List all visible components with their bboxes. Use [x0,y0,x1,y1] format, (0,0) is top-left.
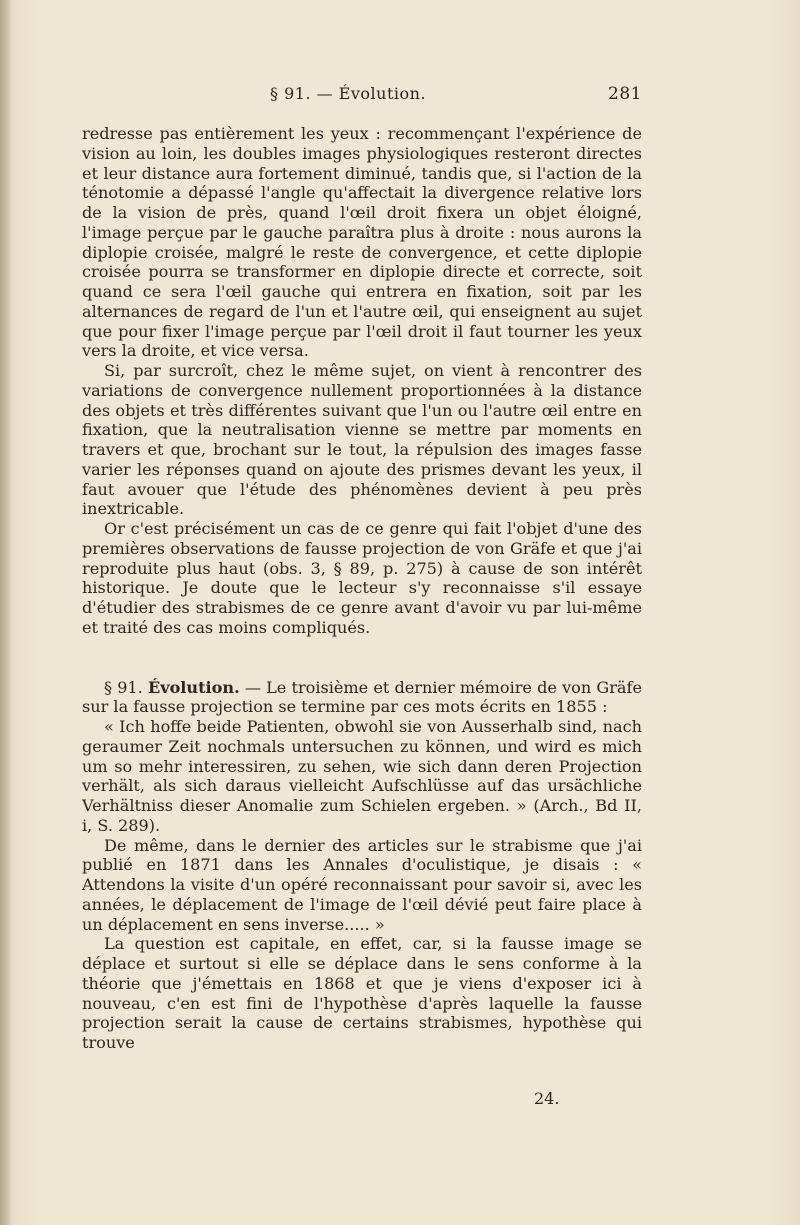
printer-signature: 24. [534,1089,560,1108]
paragraph-last: La question est capitale, en effet, car, si la fausse image se déplace et surtout si elle se déplace dans le sens conforme à la théorie que j'émettais en 1868 et que je viens d'exposer ici à nouveau, c'en est fini de l'hypothèse d'après laquelle la fausse projection serait la cause de certains strabismes, hypothèse qui trouve [82,934,642,1052]
paragraph-2: Si, par surcroît, chez le même sujet, on vient à rencontrer des variations de convergence nullement proportionnées à la distance des objets et très différentes suivant que l'un ou l'autre œil entre en fixation, que la neutralisation vienne se mettre par moments en travers et que, brochant sur le tout, la répulsion des images fasse varier les réponses quand on ajoute des prismes devant les yeux, il faut avouer que l'étude des phénomènes devient à peu près inextricable. [82,361,642,519]
running-title: § 91. — Évolution. [270,84,427,103]
page-spine-shadow [0,0,10,1225]
german-quote: « Ich hoffe beide Patienten, obwohl sie von Ausserhalb sind, nach geraumer Zeit nochmals untersuchen zu können, und wird es mich um so mehr interessiren, zu sehen, wie sich dann deren Projection verhält, als sich daraus vielleicht Aufschlüsse auf das ursächliche Verhältniss dieser Anomalie zum Schielen ergeben. » (Arch., Bd II, i, S. 289). [82,717,642,835]
paragraph-1: redresse pas entièrement les yeux : recommençant l'expérience de vision au loin, les doubles images physiologiques resteront directes et leur distance aura fortement diminué, tandis que, si l'action de la ténotomie a dépassé l'angle qu'affectait la divergence relative lors de la vision de près, quand l'œil droit fixera un objet éloigné, l'image perçue par le gauche paraîtra plus à droite : nous aurons la diplopie croisée, malgré le reste de convergence, et cette diplopie croisée pourra se transformer en diplopie directe et correcte, soit quand ce sera l'œil gauche qui entrera en fixation, soit par les alternances de regard de l'un et l'autre œil, qui enseignent au sujet que pour fixer l'image perçue par l'œil droit il faut tourner les yeux vers la droite, et vice versa. [82,124,642,361]
section-number: § 91. [104,677,143,697]
running-header [82,84,642,108]
section-intro-text: — Le troisième et dernier mémoire de von Gräfe sur la fausse projection se termine par ces mots écrits en 1855 : [82,677,642,717]
paragraph-annales: De même, dans le dernier des articles sur le strabisme que j'ai publié en 1871 dans les Annales d'oculistique, je disais : « Attendons la visite d'un opéré reconnaissant pour savoir si, avec les années, le déplacement de l'image de l'œil dévié peut faire place à un déplacement en sens inverse..... » [82,835,642,934]
section-91-intro [82,678,642,718]
body-text [82,124,642,1053]
page-number: 281 [608,84,642,104]
section-title: Évolution. [147,677,240,697]
paragraph-3: Or c'est précisément un cas de ce genre qui fait l'objet d'une des premières observations de fausse projection de von Gräfe et que j'ai reproduite plus haut (obs. 3, § 89, p. 275) à cause de son intérêt historique. Je doute que le lecteur s'y reconnaisse s'il essaye d'étudier des strabismes de ce genre avant d'avoir vu par lui-même et traité des cas moins compliqués. [82,519,642,637]
